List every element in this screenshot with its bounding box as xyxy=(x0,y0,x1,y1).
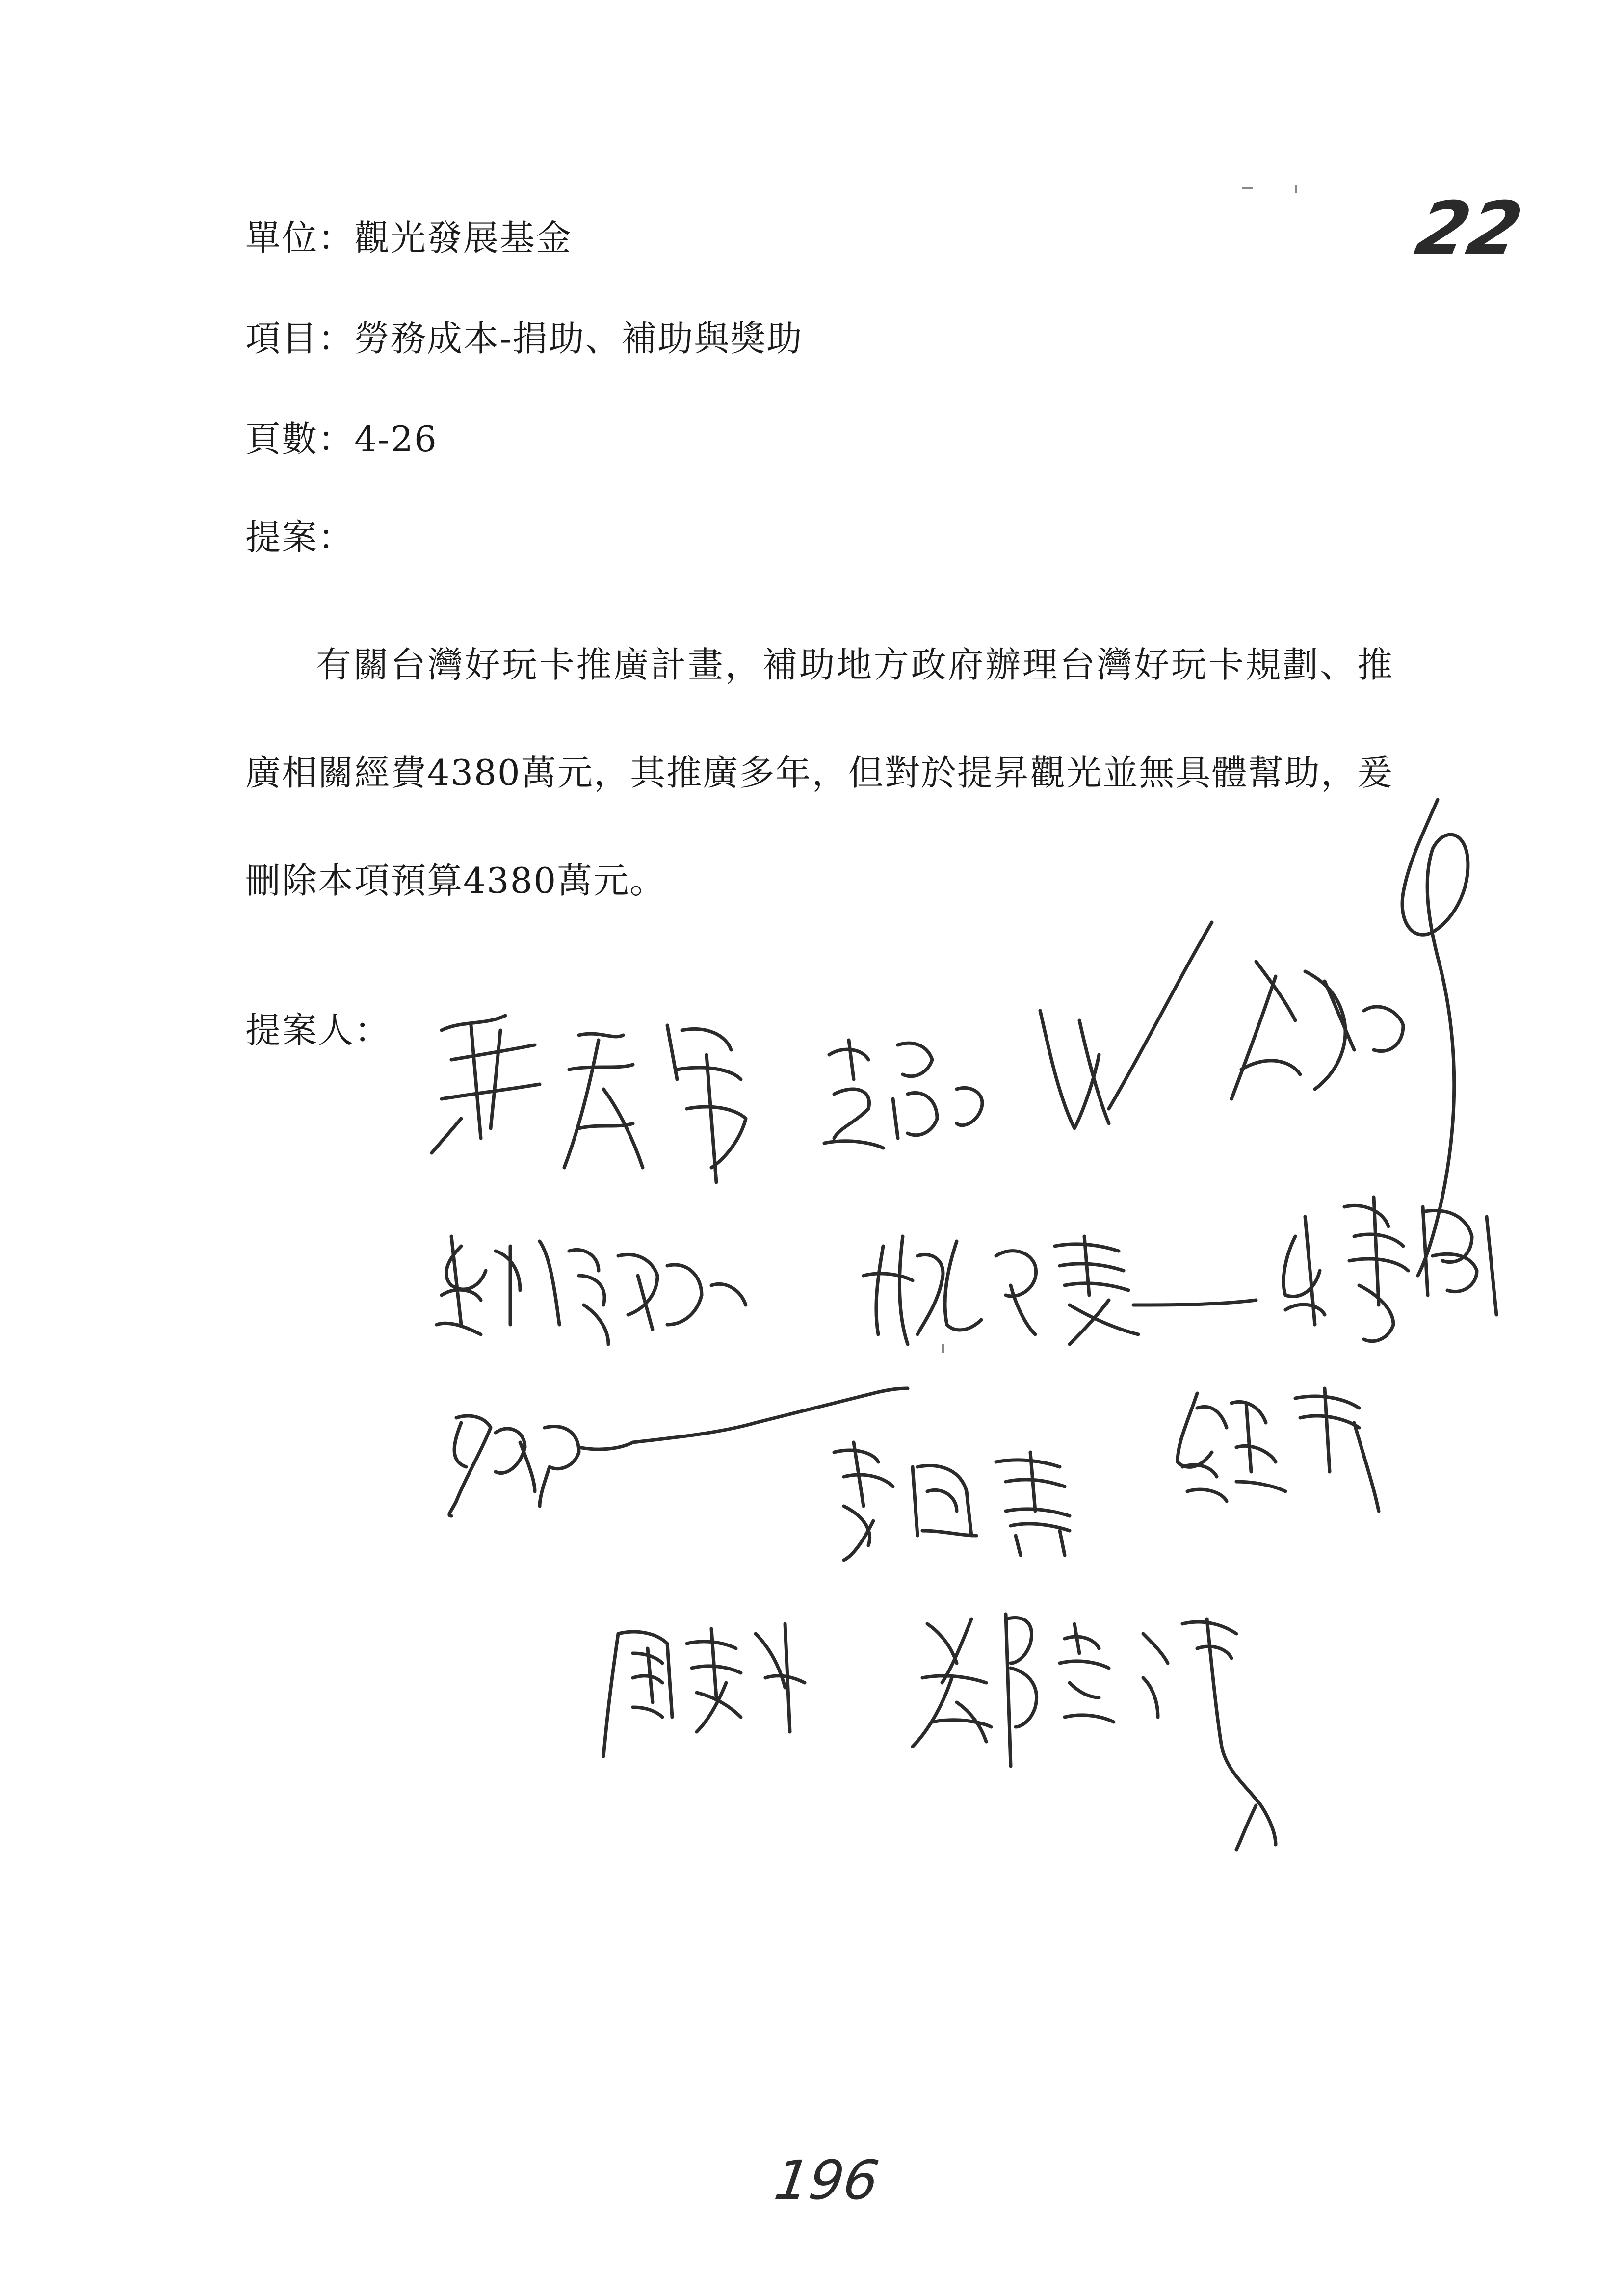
page-number: 196 xyxy=(771,2149,883,2212)
proposers-label: 提案人： xyxy=(245,1010,391,1051)
signature-4 xyxy=(824,1040,982,1148)
unit-field xyxy=(245,216,572,260)
item-field xyxy=(245,316,803,361)
proposal-label: 提案： xyxy=(245,517,355,558)
stray-mark xyxy=(942,1344,944,1353)
signature-5 xyxy=(1040,922,1212,1128)
pages-label: 頁數： xyxy=(245,418,355,460)
unit-label: 單位： xyxy=(245,217,355,259)
signature-7 xyxy=(437,1236,746,1344)
signature-11 xyxy=(834,1442,1070,1560)
signature-8 xyxy=(864,1236,1256,1344)
signature-1 xyxy=(432,1016,540,1153)
stray-mark xyxy=(1242,187,1253,189)
signature-12 xyxy=(1178,1388,1379,1511)
item-label: 項目： xyxy=(245,318,355,359)
signature-14 xyxy=(913,1614,1276,1850)
pages-value: 4-26 xyxy=(354,418,438,460)
proposal-field xyxy=(245,515,354,559)
item-value: 勞務成本-捐助、補助與獎助 xyxy=(354,318,803,359)
signature-10 xyxy=(449,1388,908,1516)
unit-value: 觀光發展基金 xyxy=(354,217,573,259)
signature-9 xyxy=(1283,1197,1496,1341)
pages-field xyxy=(245,417,438,461)
proposal-body: 有關台灣好玩卡推廣計畫，補助地方政府辦理台灣好玩卡規劃、推廣相關經費4380萬元，其推廣多年，但對於提昇觀光並無具體幫助，爰刪除本項預算4380萬元。 xyxy=(245,644,1393,901)
signature-3 xyxy=(667,1025,746,1182)
stray-mark xyxy=(1295,185,1297,193)
signature-2 xyxy=(564,1034,643,1168)
corner-page-mark: 22 xyxy=(1409,186,1530,272)
signature-13 xyxy=(603,1624,805,1756)
